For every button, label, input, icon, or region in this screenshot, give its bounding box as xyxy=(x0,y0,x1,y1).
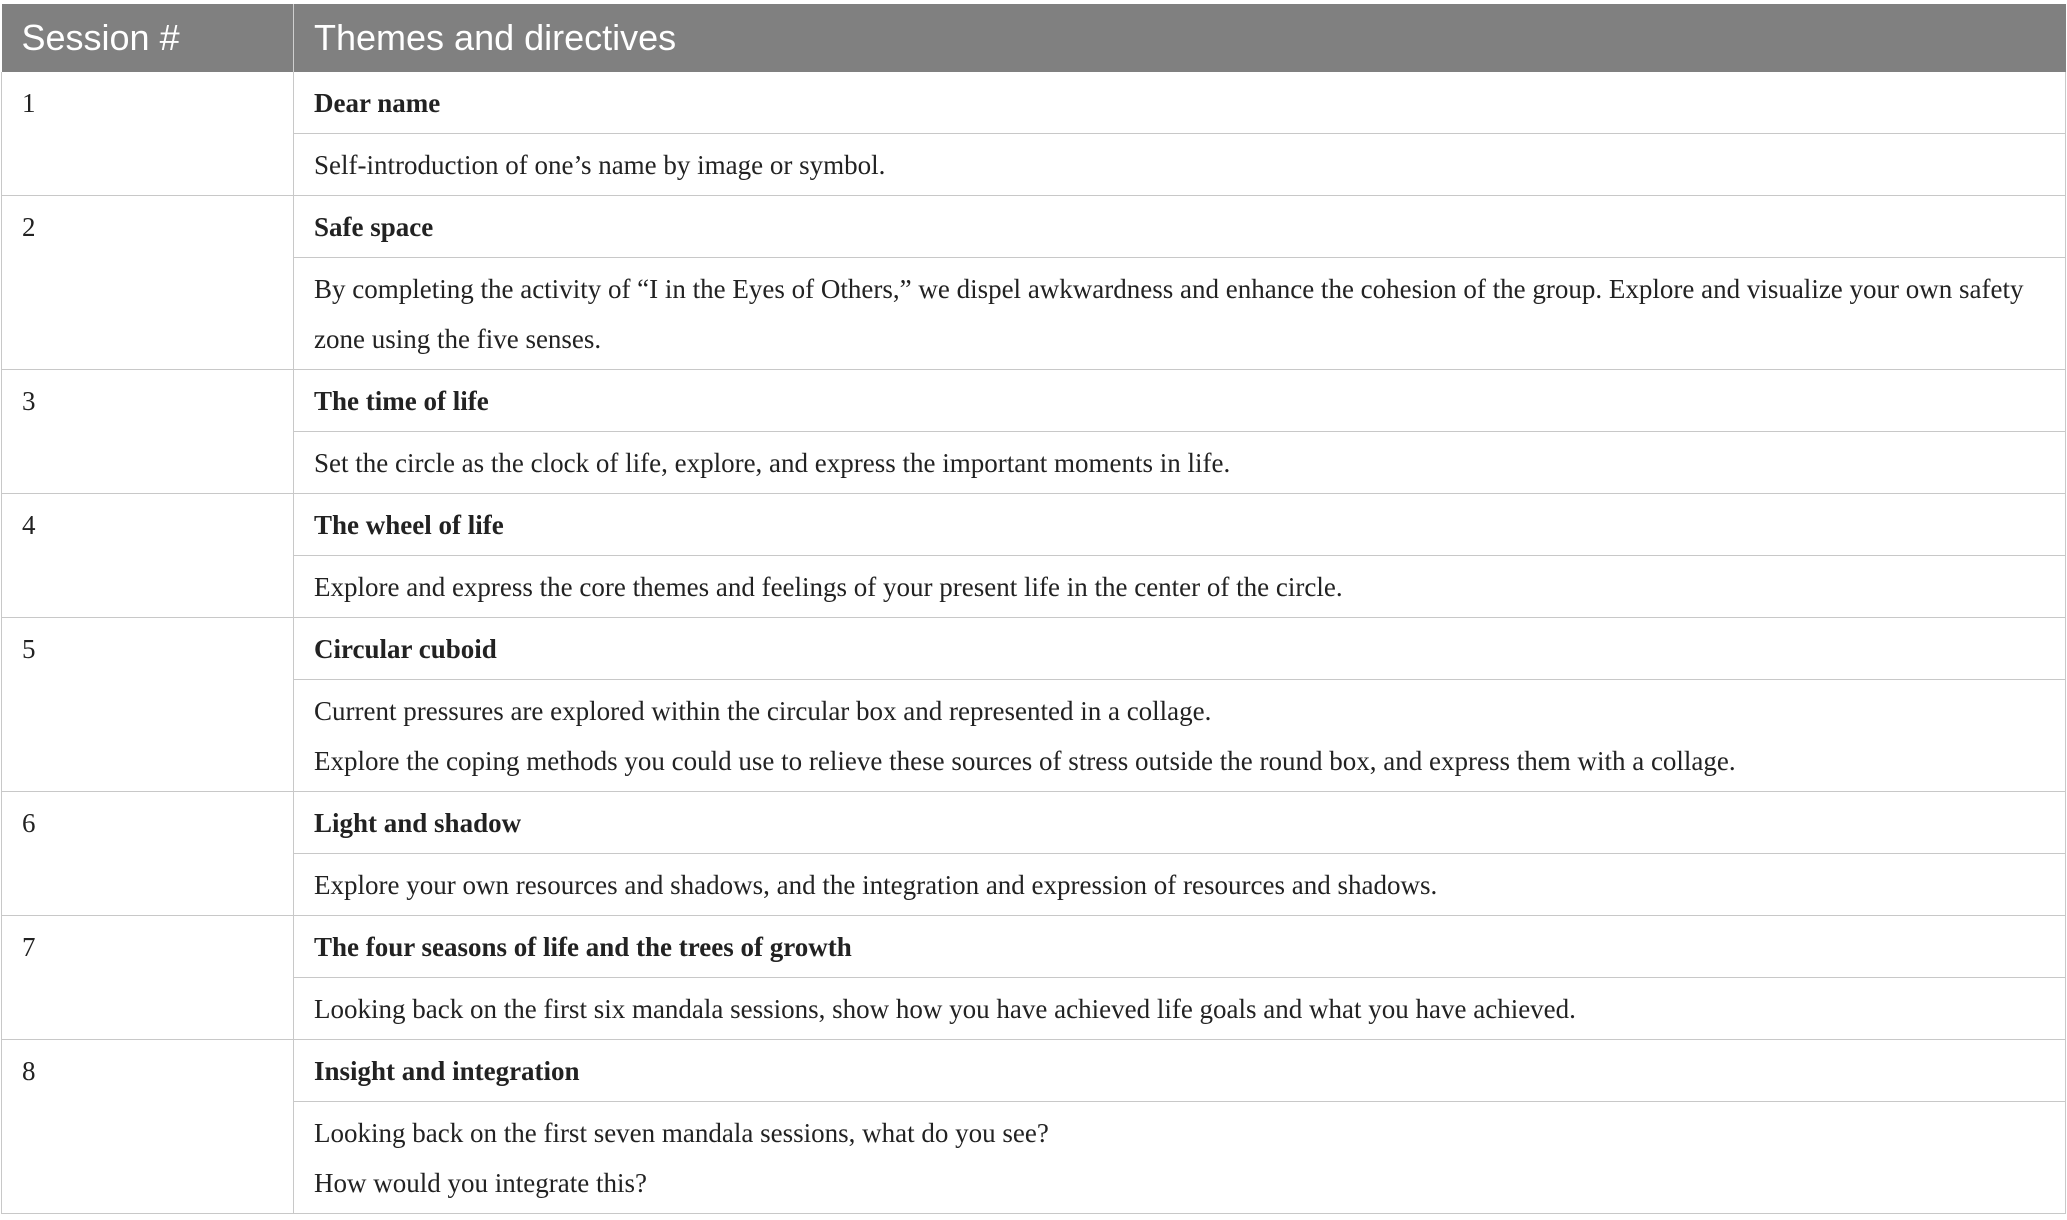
table-row xyxy=(2,792,2066,854)
sessions-table xyxy=(1,4,2066,1214)
directive-text: Self-introduction of one’s name by image or symbol. xyxy=(314,150,886,180)
session-theme: Circular cuboid xyxy=(294,618,2066,680)
session-theme: The time of life xyxy=(294,370,2066,432)
table-row xyxy=(2,978,2066,1040)
session-number: 4 xyxy=(2,494,294,618)
directive-text: Explore the coping methods you could use to relieve these sources of stress outside the round box, and express them with a collage. xyxy=(314,746,1736,776)
table-row xyxy=(2,618,2066,680)
session-theme: Light and shadow xyxy=(294,792,2066,854)
directive-text: Explore your own resources and shadows, and the integration and expression of resources and shadows. xyxy=(314,870,1438,900)
table-row xyxy=(2,916,2066,978)
directive-text: How would you integrate this? xyxy=(314,1168,647,1198)
table-row xyxy=(2,556,2066,618)
session-directives xyxy=(294,134,2066,196)
session-directives xyxy=(294,556,2066,618)
session-theme: The wheel of life xyxy=(294,494,2066,556)
table-row xyxy=(2,134,2066,196)
session-theme: Safe space xyxy=(294,196,2066,258)
table-row xyxy=(2,854,2066,916)
session-theme: Insight and integration xyxy=(294,1040,2066,1102)
directive-text: Explore and express the core themes and feelings of your present life in the center of the circle. xyxy=(314,572,1343,602)
directive-text: Looking back on the first six mandala sessions, show how you have achieved life goals and what you have achieved. xyxy=(314,994,1576,1024)
table-row xyxy=(2,258,2066,370)
directive-text: Looking back on the first seven mandala sessions, what do you see? xyxy=(314,1118,1049,1148)
session-number: 1 xyxy=(2,72,294,196)
table-row xyxy=(2,680,2066,792)
directive-text: Current pressures are explored within the circular box and represented in a collage. xyxy=(314,696,1212,726)
session-number: 2 xyxy=(2,196,294,370)
session-theme: The four seasons of life and the trees of growth xyxy=(294,916,2066,978)
table-row xyxy=(2,196,2066,258)
session-directives xyxy=(294,680,2066,792)
directive-text: Set the circle as the clock of life, explore, and express the important moments in life. xyxy=(314,448,1231,478)
table-header xyxy=(2,4,2066,72)
session-column-header: Session # xyxy=(2,4,294,72)
table-row xyxy=(2,370,2066,432)
session-directives xyxy=(294,854,2066,916)
table-row xyxy=(2,1102,2066,1214)
session-number: 7 xyxy=(2,916,294,1040)
session-directives xyxy=(294,258,2066,370)
table-row xyxy=(2,494,2066,556)
table-row xyxy=(2,72,2066,134)
session-number: 8 xyxy=(2,1040,294,1214)
table-row xyxy=(2,1040,2066,1102)
table-body xyxy=(2,72,2066,1214)
table-row xyxy=(2,432,2066,494)
session-directives xyxy=(294,1102,2066,1214)
session-number: 6 xyxy=(2,792,294,916)
session-number: 3 xyxy=(2,370,294,494)
session-number: 5 xyxy=(2,618,294,792)
session-directives xyxy=(294,432,2066,494)
themes-column-header: Themes and directives xyxy=(294,4,2066,72)
session-theme: Dear name xyxy=(294,72,2066,134)
session-directives xyxy=(294,978,2066,1040)
directive-text: By completing the activity of “I in the Eyes of Others,” we dispel awkwardness and enhance the cohesion of the group. Explore and visualize your own safety zone using the five senses. xyxy=(314,274,2024,354)
